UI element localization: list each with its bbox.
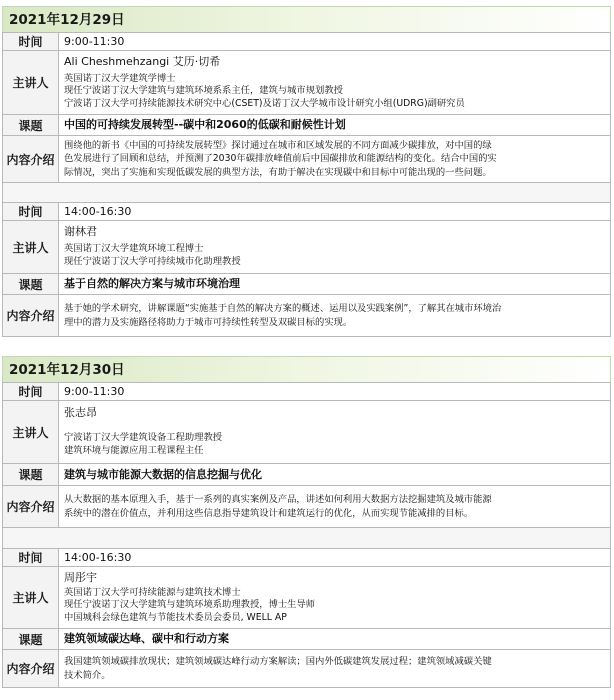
speaker-row [3,401,611,464]
speaker-cell [59,567,611,629]
intro-line: 色发展进行了回顾和总结，并预测了2030年碳排放峰值前后中国碳排放和能源结构的变化。结合中国的实 [64,153,497,165]
time-value: 9:00-11:30 [59,383,611,401]
topic-row [3,629,611,650]
day-section [2,356,611,688]
speaker-name: 谢林君 [64,225,97,239]
intro-line: 我国建筑领域碳排放现状；建筑领域碳达峰行动方案解读；国内外低碳建筑发展过程；建筑领域减碳关键 [64,655,492,667]
topic-title: 建筑领域碳达峰、碳中和行动方案 [59,629,611,650]
speaker-row [3,51,611,115]
intro-line: 系统中的潜在价值点，并利用这些信息指导建筑设计和建筑运行的优化，从而实现节能减排的目标。 [64,507,474,519]
speaker-bio-line: 宁波诺丁汉大学建筑设备工程助理教授 [64,432,223,444]
speaker-row [3,221,611,274]
intro-cell [59,295,611,337]
intro-label: 内容介绍 [3,295,59,337]
intro-row [3,295,611,337]
speaker-name: 张志昂 [64,406,97,420]
speaker-bio-line: 现任宁波诺丁汉大学可持续城市化助理教授 [64,256,241,267]
speaker-label: 主讲人 [3,51,59,115]
session-divider [3,528,611,549]
intro-row [3,650,611,688]
topic-title: 建筑与城市能源大数据的信息挖掘与优化 [59,464,611,486]
speaker-bio-line: 中国城科会绿色建筑与节能技术委员会委员, WELL AP [64,611,287,623]
time-value: 9:00-11:30 [59,33,611,51]
speaker-row [3,567,611,629]
intro-line: 从大数据的基本原理入手，基于一系列的真实案例及产品，讲述如何利用大数据方法挖掘建筑及城市能源 [64,493,492,505]
topic-label: 课题 [3,464,59,486]
speaker-name: 周彤宇 [64,570,97,584]
topic-row [3,115,611,136]
topic-title: 基于自然的解决方案与城市环境治理 [59,274,611,295]
intro-line: 围绕他的新书《中国的可持续发展转型》探讨通过在城市和区域发展的不同方面减少碳排放，对中国的绿 [64,139,492,151]
speaker-bio-line: 建筑环境与能源应用工程课程主任 [64,445,204,456]
time-row [3,549,611,567]
speaker-bio-line: 宁波诺丁汉大学可持续能源技术研究中心(CSET)及诺丁汉大学城市设计研究小组(UDRG)副研究员 [64,97,465,109]
speaker-cell [59,401,611,464]
session-divider [3,183,611,203]
intro-row [3,486,611,528]
speaker-bio-line: 英国诺丁汉大学建筑环境工程博士 [64,243,204,255]
topic-label: 课题 [3,115,59,136]
speaker-cell [59,221,611,274]
intro-label: 内容介绍 [3,136,59,183]
time-label: 时间 [3,203,59,221]
speaker-bio-line: 英国诺丁汉大学可持续能源与建筑技术博士 [64,586,241,598]
speaker-bio-line: 现任宁波诺丁汉大学建筑与建筑环境系助理教授，博士生导师 [64,599,316,611]
topic-label: 课题 [3,274,59,295]
topic-row [3,274,611,295]
day-section [2,6,611,337]
time-label: 时间 [3,383,59,401]
time-value: 14:00-16:30 [59,203,611,221]
intro-cell [59,486,611,528]
time-row [3,203,611,221]
intro-cell [59,136,611,183]
intro-row [3,136,611,183]
intro-line: 技术简介。 [64,669,111,681]
time-label: 时间 [3,33,59,51]
intro-label: 内容介绍 [3,650,59,688]
topic-label: 课题 [3,629,59,650]
speaker-label: 主讲人 [3,567,59,629]
schedule-table [2,382,611,688]
schedule-table [2,32,611,337]
speaker-bio-line: 现任宁波诺丁汉大学建筑与建筑环境系系主任，建筑与城市规划教授 [64,85,343,97]
intro-line: 际情况，突出了实施和实现低碳发展的典型方法，有助于解决在实现碳中和目标中可能出现的一些问题。 [64,166,492,178]
intro-label: 内容介绍 [3,486,59,528]
intro-line: 基于她的学术研究，讲解课题“实施基于自然的解决方案的概述、运用以及实践案例”，了解其在城市环境治 [64,302,502,314]
time-label: 时间 [3,549,59,567]
speaker-cell [59,51,611,115]
topic-title: 中国的可持续发展转型--碳中和2060的低碳和耐候性计划 [59,115,611,136]
speaker-bio-line: 英国诺丁汉大学建筑学博士 [64,72,176,84]
time-row [3,33,611,51]
speaker-label: 主讲人 [3,401,59,464]
topic-row [3,464,611,486]
day-date: 2021年12月29日 [2,6,611,32]
intro-cell [59,650,611,688]
time-row [3,383,611,401]
time-value: 14:00-16:30 [59,549,611,567]
speaker-label: 主讲人 [3,221,59,274]
day-date: 2021年12月30日 [2,356,611,382]
speaker-name: Ali Cheshmehzangi 艾历·切希 [64,54,221,68]
intro-line: 理中的潜力及实施路径将助力于城市可持续性转型及双碳目标的实现。 [64,316,353,328]
